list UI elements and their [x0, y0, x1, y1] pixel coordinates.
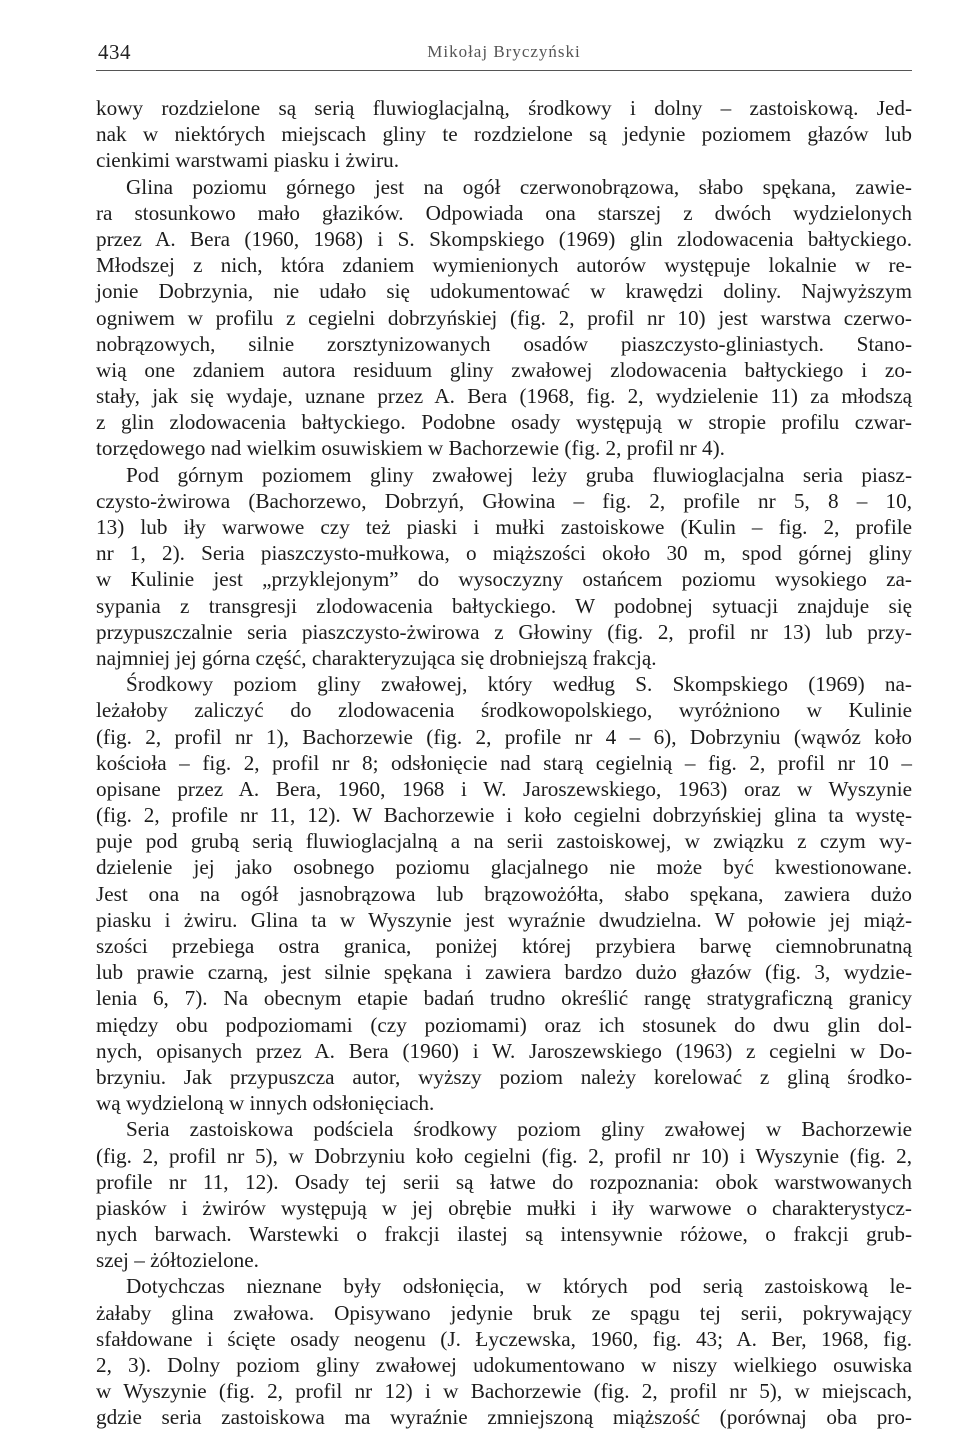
text-line: puje pod grubą serią fluwioglacjalną a na serii zastoiskowej, w związku z czym wy- — [96, 829, 912, 854]
text-line: Pod górnym poziomem gliny zwałowej leży gruba fluwioglacjalna seria piasz- — [126, 462, 912, 487]
text-line: 13) lub iły warwowe czy też piaski i mułki zastoiskowe (Kulin – fig. 2, profile — [96, 515, 912, 539]
text-line: ra stosunkowo mało głazików. Odpowiada ona starszej z dwóch wydzielonych — [96, 200, 912, 225]
text-line: torzędowego nad wielkim osuwiskiem w Bachorzewie (fig. 2, profil nr 4). — [96, 436, 725, 461]
text-line: szej – żółtozielone. — [96, 1248, 259, 1273]
text-line: w Kulinie jest „przyklejonym” do wysoczyzny ostańcem poziomu wysokiego za- — [96, 567, 912, 592]
text-line: Środkowy poziom gliny zwałowej, który według S. Skompskiego (1969) na- — [126, 672, 912, 697]
text-line: z glin zlodowacenia bałtyckiego. Podobne osady występują w stropie profilu czwar- — [96, 410, 912, 435]
text-line: przez A. Bera (1960, 1968) i S. Skompskiego (1969) glin zlodowacenia bałtyckiego. — [96, 226, 912, 251]
text-line: przypuszczalnie seria piaszczysto-żwirowa z Głowiny (fig. 2, profil nr 13) lub przy- — [96, 619, 912, 644]
text-line: 2, 3). Dolny poziom gliny zwałowej udokumentowano w niszy wielkiego osuwiska — [96, 1353, 912, 1377]
page-header — [96, 38, 912, 71]
text-line: brzyniu. Jak przypuszcza autor, wyższy poziom należy korelować z gliną środko- — [96, 1064, 912, 1089]
text-line: piasków i żwirów występują w jej obrębie mułki i iły warwowe o charakterystycz- — [96, 1195, 912, 1220]
text-line: w Wyszynie (fig. 2, profil nr 12) i w Bachorzewie (fig. 2, profil nr 5), w miejscach, — [96, 1379, 912, 1404]
text-line: gdzie seria zastoiskowa ma wyraźnie zmniejszoną miąższość (porównaj oba pro- — [96, 1405, 912, 1430]
text-line: cienkimi warstwami piasku i żwiru. — [96, 148, 400, 173]
text-line: (fig. 2, profil nr 1), Bachorzewie (fig. 2, profile nr 4 – 6), Dobrzyniu (wąwóz koło — [96, 724, 912, 749]
text-line: między obu podpoziomami (czy poziomami) oraz ich stosunek do dwu glin dol- — [96, 1012, 912, 1037]
text-line: nak w niektórych miejscach gliny te rozdzielone są jedynie poziomem głazów lub — [96, 122, 912, 147]
text-line: ogniwem w profilu z cegielni dobrzyńskiej (fig. 2, profil nr 10) jest warstwa czerwo- — [96, 305, 912, 330]
text-line: profile nr 11, 12). Osady tej serii są łatwe do rozpoznania: obok warstwowanych — [96, 1169, 912, 1194]
text-line: Młodszej z nich, która zdaniem wymienionych autorów występuje lokalnie w re- — [96, 253, 912, 278]
text-line: nych barwach. Warstewki o frakcji ilastej są intensywnie różowe, o frakcji grub- — [96, 1222, 912, 1247]
text-line: Jest ona na ogół jasnobrązowa lub brązowożółta, słabo spękana, zawiera dużo — [96, 881, 912, 906]
text-line: nr 1, 2). Seria piaszczysto-mułkowa, o miąższości około 30 m, spod górnej gliny — [96, 541, 912, 566]
text-line: kościoła – fig. 2, profil nr 8; odsłonięcie nad starą cegielnią – fig. 2, profil nr 10 – — [96, 750, 912, 775]
text-line: leżałoby zaliczyć do zlodowacenia środkowopolskiego, wyróżniono w Kulinie — [96, 698, 912, 723]
text-line: (fig. 2, profil nr 5), w Dobrzyniu koło cegielni (fig. 2, profil nr 10) i Wyszynie (fig. 2, — [96, 1143, 912, 1168]
text-line: czysto-żwirowa (Bachorzewo, Dobrzyń, Głowina – fig. 2, profile nr 5, 8 – 10, — [96, 488, 912, 513]
text-line: piasku i żwiru. Glina ta w Wyszynie jest wyraźnie dwudzielna. W połowie jej miąż- — [96, 907, 912, 932]
text-line: lenia 6, 7). Na obecnym etapie badań trudno określić rangę stratygraficzną granicy — [96, 986, 912, 1011]
text-line: dzielenie jej jako osobnego poziomu glacjalnego nie może być kwestionowane. — [96, 855, 912, 880]
text-line: Glina poziomu górnego jest na ogół czerwonobrązowa, słabo spękana, zawie- — [126, 174, 912, 199]
text-line: sfałdowane i ścięte osady neogenu (J. Łyczewska, 1960, fig. 43; A. Ber, 1968, fig. — [96, 1326, 912, 1351]
text-line: nobrązowych, silnie zorsztynizowanych osadów piaszczysto-gliniastych. Stano- — [96, 331, 912, 356]
text-line: nych, opisanych przez A. Bera (1960) i W. Jaroszewskiego (1963) z cegielni w Do- — [96, 1038, 912, 1063]
text-line: stały, jak się wydaje, uznane przez A. Bera (1968, fig. 2, wydzielenie 11) za młodszą — [96, 384, 912, 409]
text-line: lub prawie czarną, jest silnie spękana i zawiera bardzo dużo głazów (fig. 3, wydzie- — [96, 960, 912, 985]
text-line: Dotychczas nieznane były odsłonięcia, w których pod serią zastoiskową le- — [126, 1274, 912, 1299]
page-number: 434 — [98, 40, 131, 64]
text-line: szości przebiega ostra granica, poniżej której przybiera barwę ciemnobrunatną — [96, 934, 912, 958]
text-line: jonie Dobrzynia, nie udało się udokumentować w krawędzi doliny. Najwyższym — [96, 279, 912, 304]
text-line: sypania z transgresji zlodowacenia bałtyckiego. W podobnej sytuacji znajduje się — [96, 593, 912, 618]
text-line: wą wydzieloną w innych odsłonięciach. — [96, 1091, 435, 1116]
text-line: wią one zdaniem autora residuum gliny zwałowej zlodowacenia bałtyckiego i zo- — [96, 357, 912, 382]
text-line: żałaby glina zwałowa. Opisywano jedynie bruk ze spągu tej serii, pokrywający — [96, 1300, 912, 1325]
body-text — [96, 95, 912, 1431]
text-line: opisane przez A. Bera, 1960, 1968 i W. Jaroszewskiego, 1963) oraz w Wyszynie — [96, 776, 912, 801]
text-line: najmniej jej górna część, charakteryzująca się drobniejszą frakcją. — [96, 645, 657, 670]
text-line: kowy rozdzielone są serią fluwioglacjalną, środkowy i dolny – zastoiskową. Jed- — [96, 96, 912, 120]
text-line: Seria zastoiskowa podściela środkowy poziom gliny zwałowej w Bachorzewie — [126, 1117, 912, 1142]
running-head: Mikołaj Bryczyński — [427, 42, 581, 61]
text-line: (fig. 2, profile nr 11, 12). W Bachorzewie i koło cegielni dobrzyńskiej glina ta wystę- — [96, 803, 912, 828]
